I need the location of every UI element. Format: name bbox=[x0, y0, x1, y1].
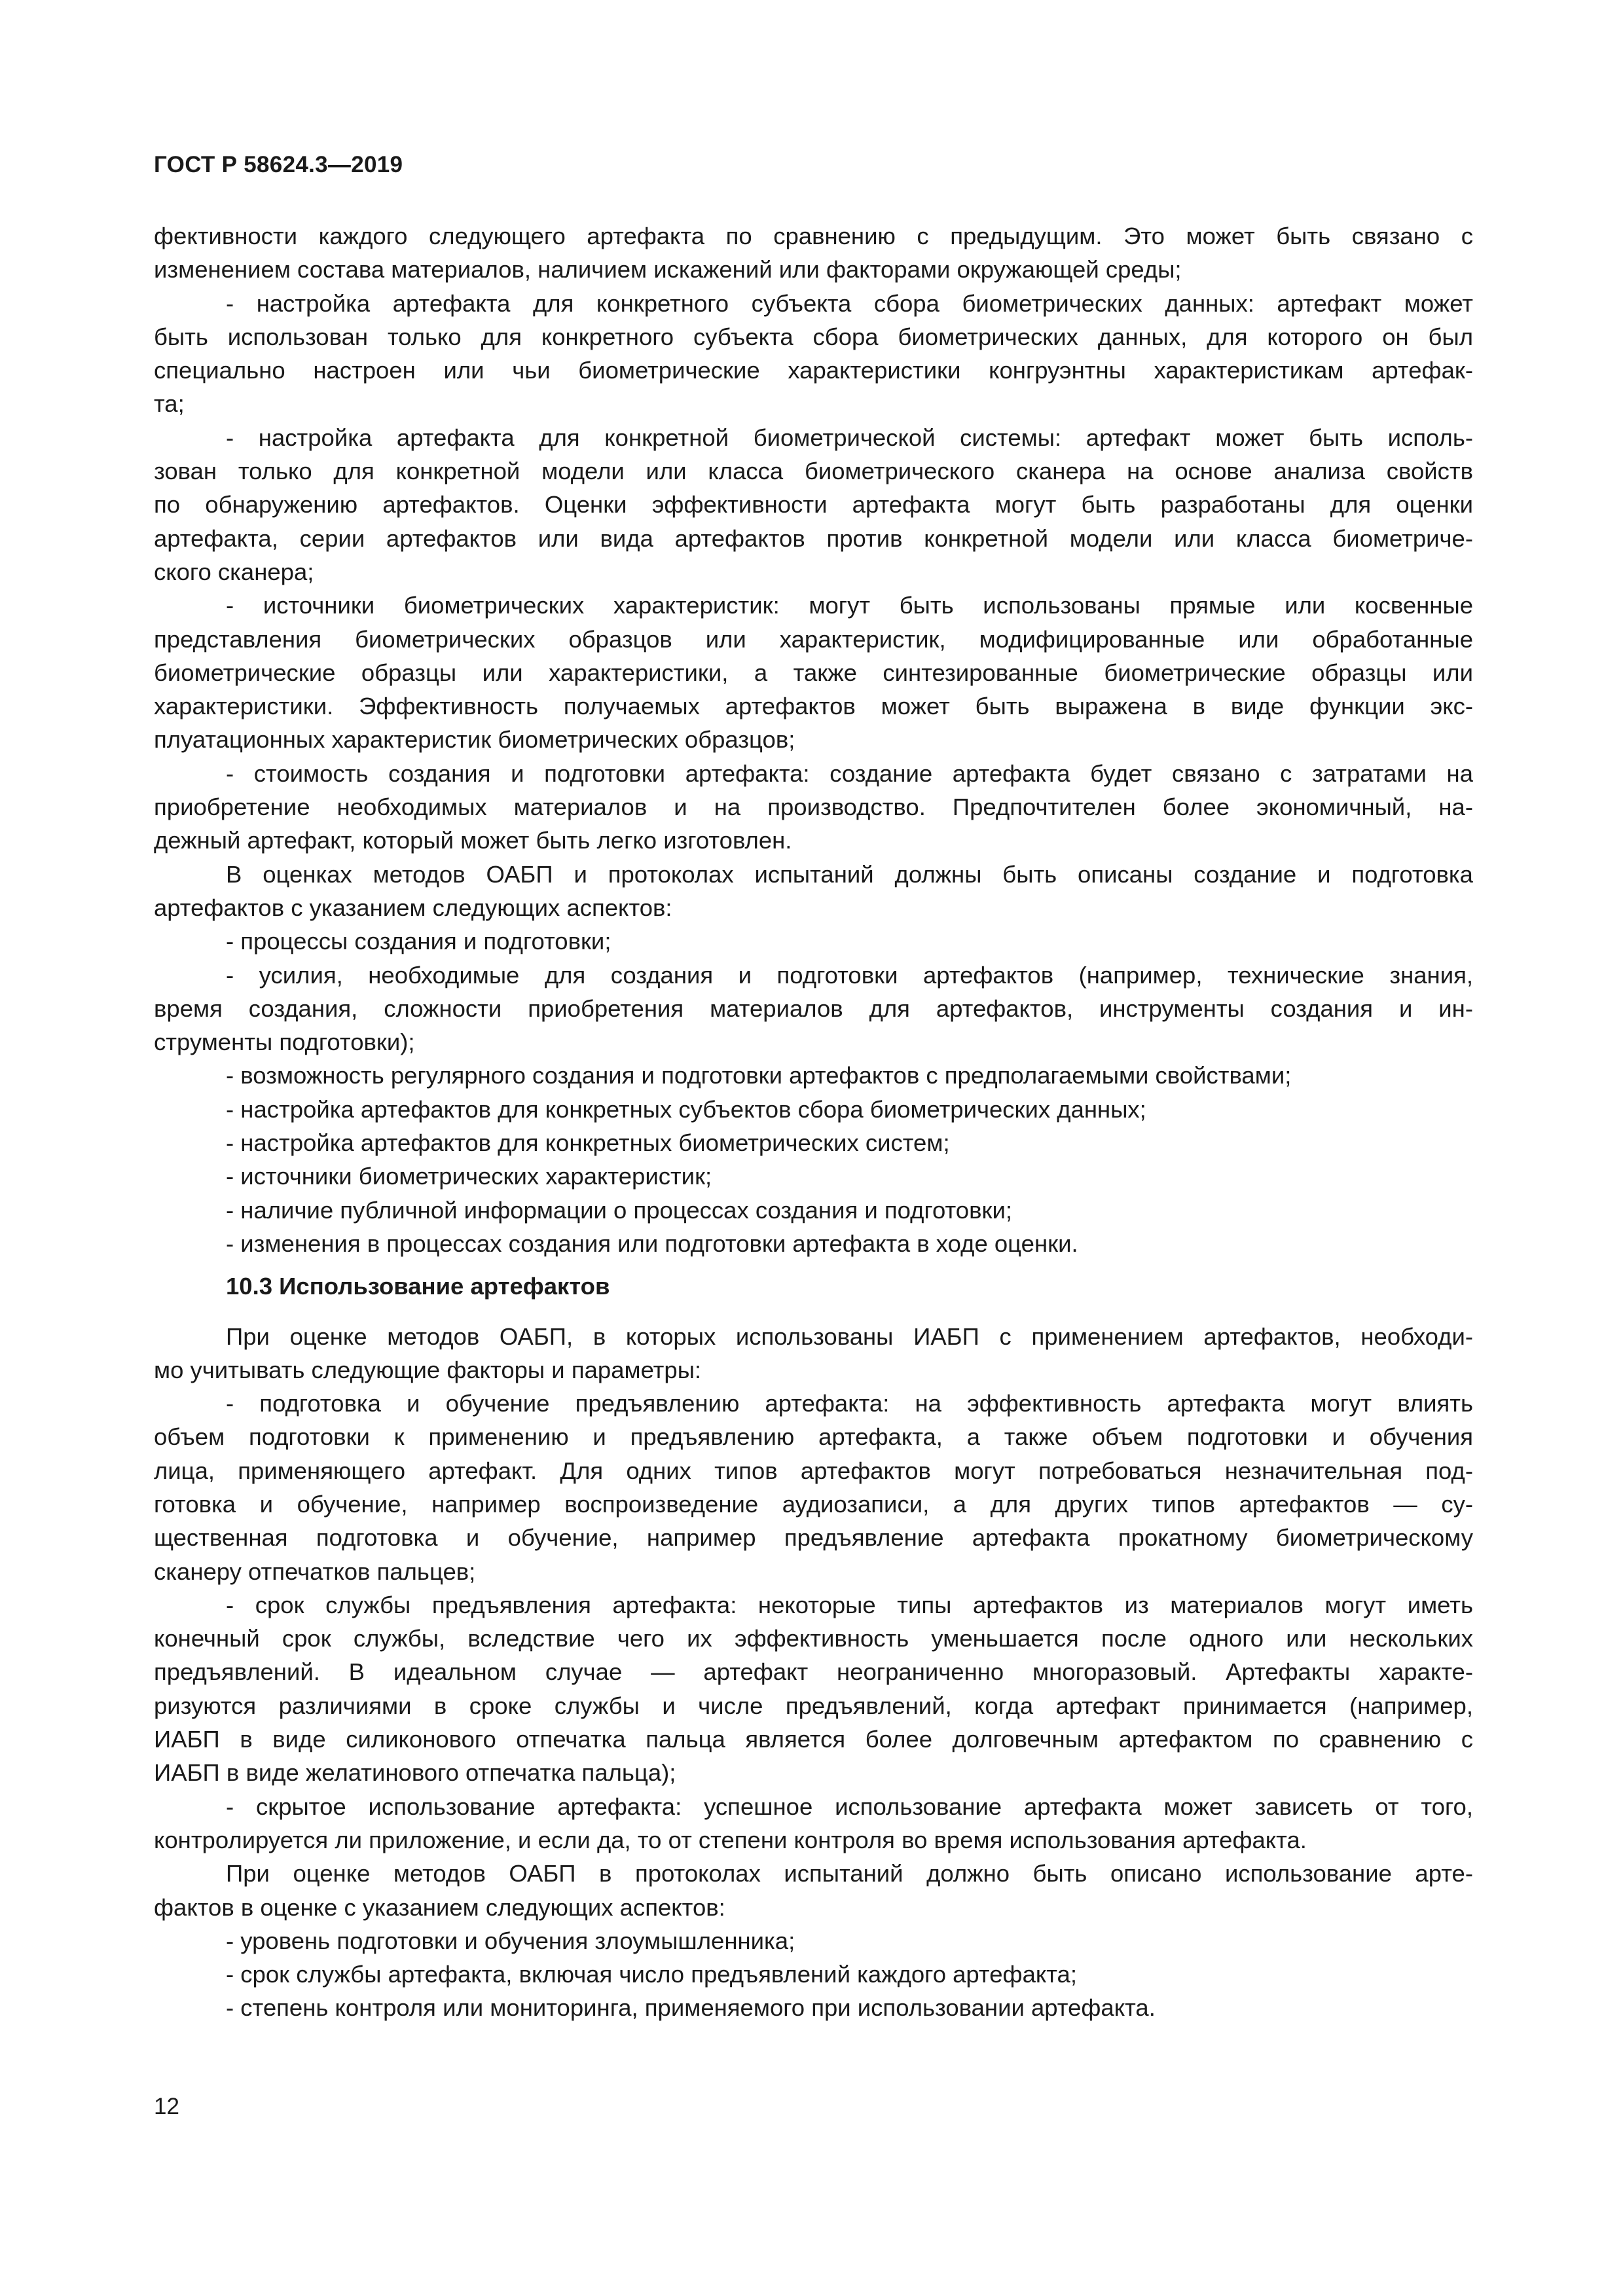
paragraph bbox=[154, 1320, 1473, 1387]
text-line: При оценке методов ОАБП в протоколах испытаний должно быть описано использование арте- bbox=[226, 1860, 1473, 1887]
text-line: ризуются различиями в сроке службы и числе предъявлений, когда артефакт принимается (например, bbox=[154, 1692, 1473, 1719]
text-line: - настройка артефактов для конкретных биометрических систем; bbox=[226, 1129, 950, 1157]
text-line: - процессы создания и подготовки; bbox=[226, 928, 611, 955]
text-line: щественная подготовка и обучение, например предъявление артефакта прокатному биометрическому bbox=[154, 1524, 1473, 1552]
page-number: 12 bbox=[154, 2094, 179, 2119]
text-line: - стоимость создания и подготовки артефакта: создание артефакта будет связано с затратами на bbox=[226, 759, 1473, 787]
text-line: готовка и обучение, например воспроизведение аудиозаписи, а для других типов артефактов — су- bbox=[154, 1490, 1473, 1518]
list-item bbox=[154, 1194, 1473, 1227]
text-line: ского сканера; bbox=[154, 558, 314, 585]
list-item bbox=[154, 1059, 1473, 1092]
list-item bbox=[154, 1958, 1473, 1991]
section-heading: 10.3 Использование артефактов bbox=[226, 1273, 610, 1300]
text-line: ИАБП в виде желатинового отпечатка пальца); bbox=[154, 1759, 676, 1787]
text-line: та; bbox=[154, 390, 185, 418]
text-line: сканеру отпечатков пальцев; bbox=[154, 1558, 476, 1585]
list-item bbox=[154, 958, 1473, 1059]
text-line: лица, применяющего артефакт. Для одних типов артефактов могут потребоваться незначительная под- bbox=[154, 1457, 1473, 1484]
text-line: - срок службы артефакта, включая число предъявлений каждого артефакта; bbox=[226, 1961, 1077, 1988]
text-line: - подготовка и обучение предъявлению артефакта: на эффективность артефакта могут влиять bbox=[226, 1390, 1473, 1417]
list-item bbox=[154, 1093, 1473, 1126]
paragraph bbox=[154, 219, 1473, 287]
document-header: ГОСТ Р 58624.3—2019 bbox=[154, 152, 403, 177]
text-line: - наличие публичной информации о процессах создания и подготовки; bbox=[226, 1196, 1012, 1224]
text-line: время создания, сложности приобретения материалов для артефактов, инструменты создания и ин- bbox=[154, 994, 1473, 1022]
paragraph bbox=[154, 858, 1473, 925]
text-line: артефактов с указанием следующих аспектов: bbox=[154, 894, 672, 921]
text-line: - настройка артефакта для конкретной биометрической системы: артефакт может быть исполь- bbox=[226, 424, 1473, 451]
text-line: характеристики. Эффективность получаемых артефактов может быть выражена в виде функции экс- bbox=[154, 693, 1473, 720]
list-item bbox=[154, 757, 1473, 858]
text-line: - возможность регулярного создания и подготовки артефактов с предполагаемыми свойствами; bbox=[226, 1062, 1292, 1089]
list-item bbox=[154, 1991, 1473, 2024]
list-item bbox=[154, 1387, 1473, 1588]
text-line: - усилия, необходимые для создания и подготовки артефактов (например, технические знания, bbox=[226, 961, 1473, 989]
text-line: - изменения в процессах создания или подготовки артефакта в ходе оценки. bbox=[226, 1230, 1078, 1257]
list-item bbox=[154, 1790, 1473, 1857]
text-line: мо учитывать следующие факторы и параметры: bbox=[154, 1356, 702, 1383]
text-line: - источники биометрических характеристик: могут быть использованы прямые или косвенные bbox=[226, 592, 1473, 619]
text-line: быть использован только для конкретного субъекта сбора биометрических данных, для которого он был bbox=[154, 323, 1473, 350]
text-line: - срок службы предъявления артефакта: некоторые типы артефактов из материалов могут иметь bbox=[226, 1591, 1473, 1618]
text-line: - источники биометрических характеристик; bbox=[226, 1163, 712, 1190]
list-item bbox=[154, 589, 1473, 756]
text-line: - уровень подготовки и обучения злоумышленника; bbox=[226, 1927, 795, 1954]
text-line: - настройка артефактов для конкретных субъектов сбора биометрических данных; bbox=[226, 1095, 1146, 1123]
text-line: представления биометрических образцов или характеристик, модифицированные или обработанные bbox=[154, 625, 1473, 653]
text-line: - настройка артефакта для конкретного субъекта сбора биометрических данных: артефакт может bbox=[226, 289, 1473, 317]
text-line: артефакта, серии артефактов или вида артефактов против конкретной модели или класса биометриче- bbox=[154, 524, 1473, 552]
body-text bbox=[154, 219, 1473, 2025]
text-line: фективности каждого следующего артефакта по сравнению с предыдущим. Это может быть связано с bbox=[154, 223, 1473, 249]
text-line: При оценке методов ОАБП, в которых использованы ИАБП с применением артефактов, необходи- bbox=[226, 1322, 1473, 1350]
text-line: контролируется ли приложение, и если да, то от степени контроля во время использования артефакта. bbox=[154, 1826, 1307, 1853]
text-line: плуатационных характеристик биометрических образцов; bbox=[154, 726, 795, 754]
text-line: изменением состава материалов, наличием искажений или факторами окружающей среды; bbox=[154, 256, 1182, 283]
text-line: - степень контроля или мониторинга, применяемого при использовании артефакта. bbox=[226, 1994, 1156, 2022]
text-line: - скрытое использование артефакта: успешное использование артефакта может зависеть от того, bbox=[226, 1793, 1473, 1820]
list-item bbox=[154, 1227, 1473, 1260]
text-line: зован только для конкретной модели или класса биометрического сканера на основе анализа свойств bbox=[154, 458, 1473, 485]
list-item bbox=[154, 421, 1473, 589]
text-line: конечный срок службы, вследствие чего их эффективность уменьшается после одного или нескольких bbox=[154, 1625, 1473, 1652]
text-line: В оценках методов ОАБП и протоколах испытаний должны быть описаны создание и подготовка bbox=[226, 860, 1473, 888]
list-item bbox=[154, 287, 1473, 421]
text-line: предъявлений. В идеальном случае — артефакт неограниченно многоразовый. Артефакты характе- bbox=[154, 1658, 1473, 1686]
list-item bbox=[154, 1924, 1473, 1958]
text-line: специально настроен или чьи биометрические характеристики конгруэнтны характеристикам артефак- bbox=[154, 357, 1473, 384]
text-line: фактов в оценке с указанием следующих аспектов: bbox=[154, 1893, 725, 1921]
list-item bbox=[154, 1588, 1473, 1790]
text-line: биометрические образцы или характеристики, а также синтезированные биометрические образцы или bbox=[154, 659, 1473, 686]
text-line: объем подготовки к применению и предъявлению артефакта, а также объем подготовки и обучения bbox=[154, 1423, 1473, 1451]
text-line: приобретение необходимых материалов и на производство. Предпочтителен более экономичный, на- bbox=[154, 793, 1473, 821]
list-item bbox=[154, 1126, 1473, 1159]
text-line: струменты подготовки); bbox=[154, 1029, 415, 1056]
paragraph bbox=[154, 1857, 1473, 1924]
text-line: дежный артефакт, который может быть легко изготовлен. bbox=[154, 827, 792, 854]
list-item bbox=[154, 1159, 1473, 1193]
text-line: по обнаружению артефактов. Оценки эффективности артефакта могут быть разработаны для оценки bbox=[154, 491, 1473, 519]
text-line: ИАБП в виде силиконового отпечатка пальца является более долговечным артефактом по сравнению с bbox=[154, 1726, 1473, 1753]
list-item bbox=[154, 924, 1473, 958]
